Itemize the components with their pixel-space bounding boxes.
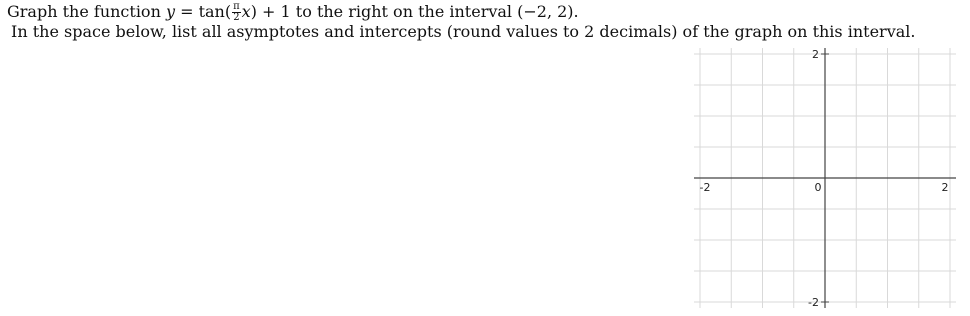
question-line-2: In the space below, list all asymptotes and intercepts (round values to 2 decimals) of the graph on this interval. — [11, 22, 916, 41]
origin-label: 0 — [814, 181, 822, 194]
y-tick-label-top: 2 — [812, 48, 819, 61]
question-line-1 — [7, 2, 579, 23]
axes — [694, 48, 956, 308]
function-lhs: y — [165, 2, 175, 21]
x-tick-label-left: -2 — [699, 181, 711, 194]
y-tick-label-bottom: -2 — [808, 296, 819, 308]
fraction-numerator: π — [233, 1, 240, 12]
function-eq: = tan( — [175, 2, 232, 21]
graph-canvas[interactable] — [692, 46, 958, 308]
question-text-end: . — [573, 2, 579, 21]
graph-panel[interactable] — [692, 46, 958, 308]
x-tick-label-right: 2 — [941, 181, 949, 194]
function-variable: x — [241, 2, 251, 21]
question-text-prefix: Graph the function — [7, 2, 166, 21]
fraction-denominator: 2 — [233, 12, 240, 23]
interval-text: (−2, 2) — [517, 2, 574, 21]
function-tail: ) + 1 — [250, 2, 291, 21]
question-text-middle: to the right on the interval — [290, 2, 518, 21]
fraction-pi-over-2 — [232, 2, 241, 23]
